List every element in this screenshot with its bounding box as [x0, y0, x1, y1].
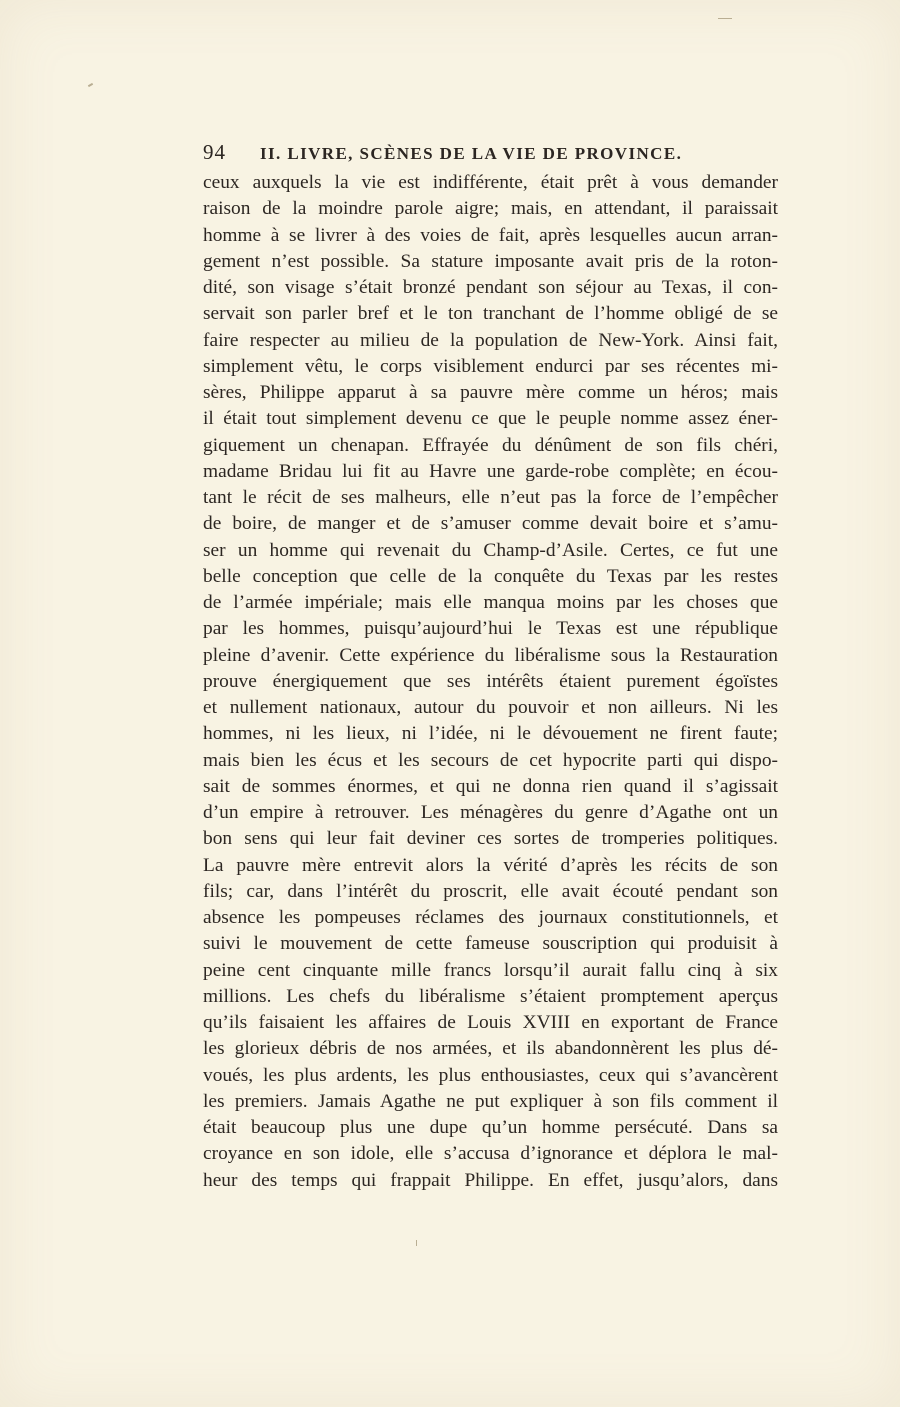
page-number: 94: [203, 140, 226, 164]
paper-speck: [416, 1240, 417, 1246]
text-line: par les hommes, puisqu’aujourd’hui le Texas est une république: [203, 618, 778, 640]
text-line: d’un empire à retrouver. Les ménagères du genre d’Agathe ont un: [203, 802, 778, 823]
text-line: madame Bridau lui fit au Havre une garde-robe complète; en écou-: [203, 460, 778, 482]
text-line: les glorieux débris de nos armées, et ils abandonnèrent les plus dé-: [203, 1038, 778, 1060]
paper-speck: [88, 83, 93, 87]
text-line: raison de la moindre parole aigre; mais, en attendant, il paraissait: [203, 198, 778, 220]
body-text: [203, 170, 778, 1194]
text-line: fils; car, dans l’intérêt du proscrit, elle avait écouté pendant son: [203, 880, 778, 902]
text-line: faire respecter au milieu de la population de New-York. Ainsi fait,: [203, 329, 778, 351]
text-line: sères, Philippe apparut à sa pauvre mère comme un héros; mais: [203, 382, 778, 403]
text-line: simplement vêtu, le corps visiblement endurci par ses récentes mi-: [203, 355, 778, 377]
text-line: croyance en son idole, elle s’accusa d’ignorance et déplora le mal-: [203, 1143, 778, 1165]
text-line: servait son parler bref et le ton tranchant de l’homme obligé de se: [203, 303, 778, 325]
text-line: hommes, ni les lieux, ni l’idée, ni le dévouement ne firent faute;: [203, 723, 778, 745]
text-line: heur des temps qui frappait Philippe. En effet, jusqu’alors, dans: [203, 1169, 778, 1191]
paper-speck: [718, 18, 732, 19]
text-line: était beaucoup plus une dupe qu’un homme persécuté. Dans sa: [203, 1117, 778, 1138]
text-line: et nullement nationaux, autour du pouvoir et non ailleurs. Ni les: [203, 697, 778, 718]
text-line: ser un homme qui revenait du Champ-d’Asile. Certes, ce fut une: [203, 539, 778, 561]
text-line: pleine d’avenir. Cette expérience du libéralisme sous la Restauration: [203, 644, 778, 666]
text-line: sait de sommes énormes, et qui ne donna rien quand il s’agissait: [203, 775, 778, 797]
text-line: tant le récit de ses malheurs, elle n’eut pas la force de l’empêcher: [203, 487, 778, 508]
text-line: voués, les plus ardents, les plus enthousiastes, ceux qui s’avancèrent: [203, 1064, 778, 1086]
text-line: homme à se livrer à des voies de fait, après lesquelles aucun arran-: [203, 224, 778, 246]
text-line: peine cent cinquante mille francs lorsqu’il aurait fallu cinq à six: [203, 959, 778, 981]
text-line: millions. Les chefs du libéralisme s’étaient promptement aperçus: [203, 985, 778, 1007]
text-line: suivi le mouvement de cette fameuse souscription qui produisit à: [203, 933, 778, 955]
text-line: absence les pompeuses réclames des journaux constitutionnels, et: [203, 907, 778, 928]
running-header: [203, 140, 778, 168]
text-line: ceux auxquels la vie est indifférente, était prêt à vous demander: [203, 172, 778, 193]
text-line: dité, son visage s’était bronzé pendant son séjour au Texas, il con-: [203, 277, 778, 298]
text-line: de boire, de manger et de s’amuser comme devait boire et s’amu-: [203, 513, 778, 535]
text-line: qu’ils faisaient les affaires de Louis XVIII en exportant de France: [203, 1012, 778, 1033]
running-title: II. LIVRE, SCÈNES DE LA VIE DE PROVINCE.: [260, 144, 683, 163]
text-line: prouve énergiquement que ses intérêts étaient purement égoïstes: [203, 670, 778, 692]
text-line: de l’armée impériale; mais elle manqua moins par les choses que: [203, 592, 778, 613]
text-line: bon sens qui leur fait deviner ces sortes de tromperies politiques.: [203, 828, 778, 850]
text-line: il était tout simplement devenu ce que le peuple nomme assez éner-: [203, 408, 778, 430]
text-line: belle conception que celle de la conquête du Texas par les restes: [203, 565, 778, 587]
text-line: mais bien les écus et les secours de cet hypocrite parti qui dispo-: [203, 749, 778, 771]
text-line: La pauvre mère entrevit alors la vérité d’après les récits de son: [203, 854, 778, 876]
text-line: les premiers. Jamais Agathe ne put expliquer à son fils comment il: [203, 1090, 778, 1112]
text-line: giquement un chenapan. Effrayée du dénûment de son fils chéri,: [203, 434, 778, 456]
text-line: gement n’est possible. Sa stature imposante avait pris de la roton-: [203, 250, 778, 272]
